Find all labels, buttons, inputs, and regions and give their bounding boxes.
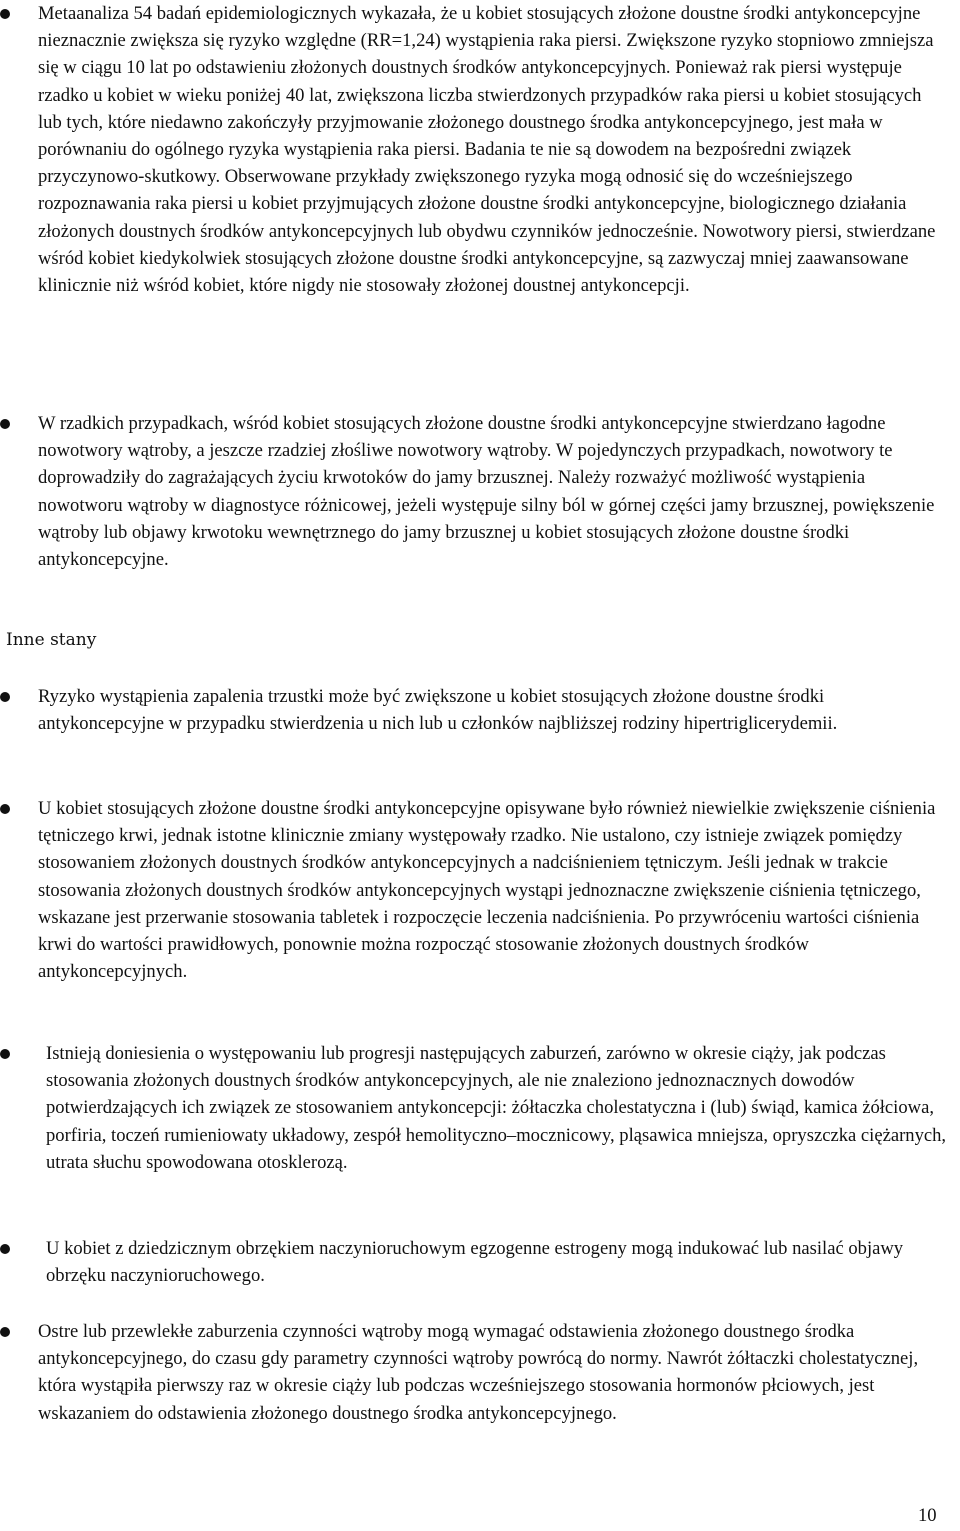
bullet-icon bbox=[0, 9, 10, 19]
bullet-icon bbox=[0, 1049, 10, 1059]
paragraph-blood-pressure: U kobiet stosujących złożone doustne środki antykoncepcyjne opisywane było również niewielkie zwiększenie ciśnienia tętniczego krwi, jednak istotne klinicznie zmiany występowały rzadko. Nie ustalono, czy istnieje związek pomiędzy stosowaniem złożonych doustnych środków antykoncepcyjnych a nadciśnieniem tętniczym. Jeśli jednak w trakcie stosowania złożonych doustnych środków antykoncepcyjnych wystąpi jednoznaczne zwiększenie ciśnienia tętniczego, wskazane jest przerwanie stosowania tabletek i rozpoczęcie leczenia nadciśnienia. Po przywróceniu wartości ciśnienia krwi do wartości prawidłowych, ponownie można rozpocząć stosowanie złożonych doustnych środków antykoncepcyjnych. bbox=[38, 798, 936, 983]
paragraph-disorders: Istnieją doniesienia o występowaniu lub progresji następujących zaburzeń, zarówno w okresie ciąży, jak podczas stosowania złożonych doustnych środków antykoncepcyjnych, ale nie znaleziono jednoznacznych dowodów potwierdzających ich związek ze stosowaniem antykoncepcji: żółtaczka cholestatyczna i (lub) świąd, kamica żółciowa, porfiria, toczeń rumieniowaty układowy, zespół hemolityczno–mocznicowy, pląsawica mniejsza, opryszczka ciężarnych, utrata słuchu spowodowana otosklerozą. bbox=[46, 1043, 947, 1173]
paragraph-liver-function: Ostre lub przewlekłe zaburzenia czynności wątroby mogą wymagać odstawienia złożonego doustnego środka antykoncepcyjnego, do czasu gdy parametry czynności wątroby powrócą do normy. Nawrót żółtaczki cholestatycznej, która wystąpiła pierwszy raz w okresie ciąży lub podczas wcześniejszego stosowania hormonów płciowych, jest wskazaniem do odstawienia złożonego doustnego środka antykoncepcyjnego. bbox=[38, 1321, 919, 1424]
paragraph-pancreatitis: Ryzyko wystąpienia zapalenia trzustki może być zwiększone u kobiet stosujących złożone doustne środki antykoncepcyjne w przypadku stwierdzenia u nich lub u członków najbliższej rodziny hipertriglicerydemii. bbox=[38, 686, 838, 735]
paragraph-breast-cancer: Metaanaliza 54 badań epidemiologicznych wykazała, że u kobiet stosujących złożone doustne środki antykoncepcyjne nieznacznie zwiększa się ryzyko względne (RR=1,24) wystąpienia raka piersi. Zwiększone ryzyko stopniowo zmniejsza się w ciągu 10 lat po odstawieniu złożonych doustnych środków antykoncepcyjnych. Ponieważ rak piersi występuje rzadko u kobiet w wieku poniżej 40 lat, zwiększona liczba stwierdzonych przypadków raka piersi u kobiet stosujących lub tych, które niedawno zakończyły przyjmowanie złożonego doustnego środka antykoncepcyjnego, jest mała w porównaniu do ogólnego ryzyka wystąpienia raka piersi. Badania te nie są dowodem na bezpośredni związek przyczynowo-skutkowy. Obserwowane przykłady zwiększonego ryzyka mogą odnosić się do wcześniejszego rozpoznawania raka piersi u kobiet przyjmujących złożone doustne środki antykoncepcyjne, biologicznego działania złożonych doustnych środków antykoncepcyjnych lub obydwu czynników jednocześnie. Nowotwory piersi, stwierdzane wśród kobiet kiedykolwiek stosujących złożone doustne środki antykoncepcyjne, są zazwyczaj mniej zaawansowane klinicznie niż wśród kobiet, które nigdy nie stosowały złożonej doustnej antykoncepcji. bbox=[38, 3, 936, 297]
section-heading: Inne stany bbox=[6, 630, 97, 650]
bullet-icon bbox=[0, 1244, 10, 1254]
paragraph-liver-tumors: W rzadkich przypadkach, wśród kobiet stosujących złożone doustne środki antykoncepcyjne stwierdzano łagodne nowotwory wątroby, a jeszcze rzadziej złośliwe nowotwory wątroby. W pojedynczych przypadkach, nowotwory te doprowadziły do zagrażających życiu krwotoków do jamy brzusznej. Należy rozważyć możliwość wystąpienia nowotworu wątroby w diagnostyce różnicowej, jeżeli występuje silny ból w górnej części jamy brzusznej, powiększenie wątroby lub objawy krwotoku wewnętrznego do jamy brzusznej u kobiet stosujących złożone doustne środki antykoncepcyjne. bbox=[38, 413, 935, 571]
bullet-icon bbox=[0, 1327, 10, 1337]
bullet-icon bbox=[0, 692, 10, 702]
page-number: 10 bbox=[918, 1505, 937, 1526]
paragraph-angioedema: U kobiet z dziedzicznym obrzękiem naczynioruchowym egzogenne estrogeny mogą indukować lub nasilać objawy obrzęku naczynioruchowego. bbox=[46, 1238, 904, 1287]
bullet-icon bbox=[0, 804, 10, 814]
bullet-icon bbox=[0, 419, 10, 429]
